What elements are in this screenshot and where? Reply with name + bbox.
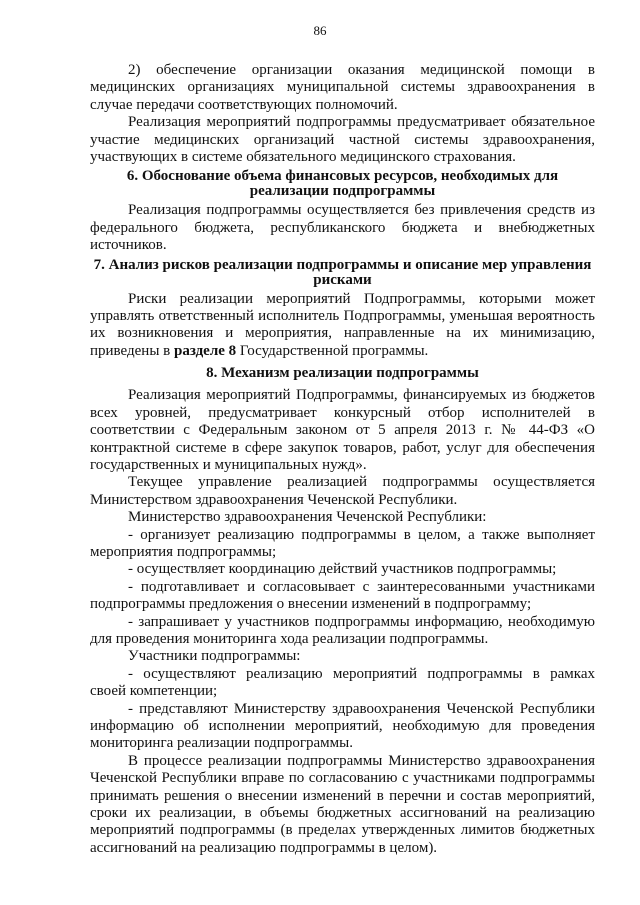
page-number: 86 [313, 23, 327, 38]
text-run: Государственной программы. [236, 342, 429, 359]
section-reference: разделе 8 [174, 342, 237, 359]
paragraph: Реализация мероприятий Подпрограммы, финансируемых из бюджетов всех уровней, предусматривает конкурсный отбор исполнителей в соответствии с Федеральным законом от 5 апреля 2013 г. № 44-ФЗ «О контрактной системе в сфере закупок товаров, работ, услуг для обеспечения государственных и муниципальных нужд». [90, 387, 595, 473]
list-item: - представляют Министерству здравоохранения Чеченской Республики информацию об исполнении мероприятий, необходимую для проведения мониторинга реализации подпрограммы. [90, 700, 595, 752]
section-heading-6: 6. Обоснование объема финансовых ресурсов, необходимых для реализации подпрограммы [126, 168, 559, 200]
paragraph: В процессе реализации подпрограммы Министерство здравоохранения Чеченской Республики вправе по согласованию с участниками подпрограммы принимать решения о внесении изменений в перечни и состав мероприятий, сроки их реализации, в объемы бюджетных ассигнований на реализацию мероприятий подпрограммы (в пределах утвержденных лимитов бюджетных ассигнований на реализацию подпрограммы в целом). [90, 752, 595, 856]
paragraph: Участники подпрограммы: [128, 648, 301, 665]
section-heading-7: 7. Анализ рисков реализации подпрограммы и описание мер управления рисками [93, 256, 592, 288]
page-content [90, 62, 595, 857]
paragraph: Текущее управление реализацией подпрограммы осуществляется Министерством здравоохранения Чеченской Республики. [90, 474, 595, 508]
section-heading-8: 8. Механизм реализации подпрограммы [206, 365, 479, 382]
list-item: - осуществляют реализацию мероприятий подпрограммы в рамках своей компетенции; [90, 665, 595, 700]
text-run: Риски реализации мероприятий Подпрограммы, которыми может управлять ответственный исполнитель Подпрограммы, уменьшая вероятность их возникновения и мероприятия, направленные на их минимизацию, приведены в [90, 290, 595, 359]
list-item: - запрашивает у участников подпрограммы информацию, необходимую для проведения мониторинга хода реализации подпрограммы. [90, 613, 595, 647]
list-item: - осуществляет координацию действий участников подпрограммы; [128, 561, 557, 578]
paragraph: Реализация подпрограммы осуществляется без привлечения средств из федерального бюджета, республиканского бюджета и внебюджетных источников. [90, 202, 595, 254]
paragraph: Министерство здравоохранения Чеченской Республики: [128, 509, 487, 526]
paragraph [90, 291, 595, 361]
list-item: - подготавливает и согласовывает с заинтересованными участниками подпрограммы предложения о внесении изменений в подпрограмму; [90, 578, 595, 613]
list-item: - организует реализацию подпрограммы в целом, а также выполняет мероприятия подпрограммы; [90, 526, 595, 560]
paragraph: Реализация мероприятий подпрограммы предусматривает обязательное участие медицинских организаций частной системы здравоохранения, участвующих в системе обязательного медицинского страхования. [90, 114, 595, 166]
paragraph: 2) обеспечение организации оказания медицинской помощи в медицинских организациях муниципальной системы здравоохранения в случае передачи соответствующих полномочий. [90, 62, 595, 113]
